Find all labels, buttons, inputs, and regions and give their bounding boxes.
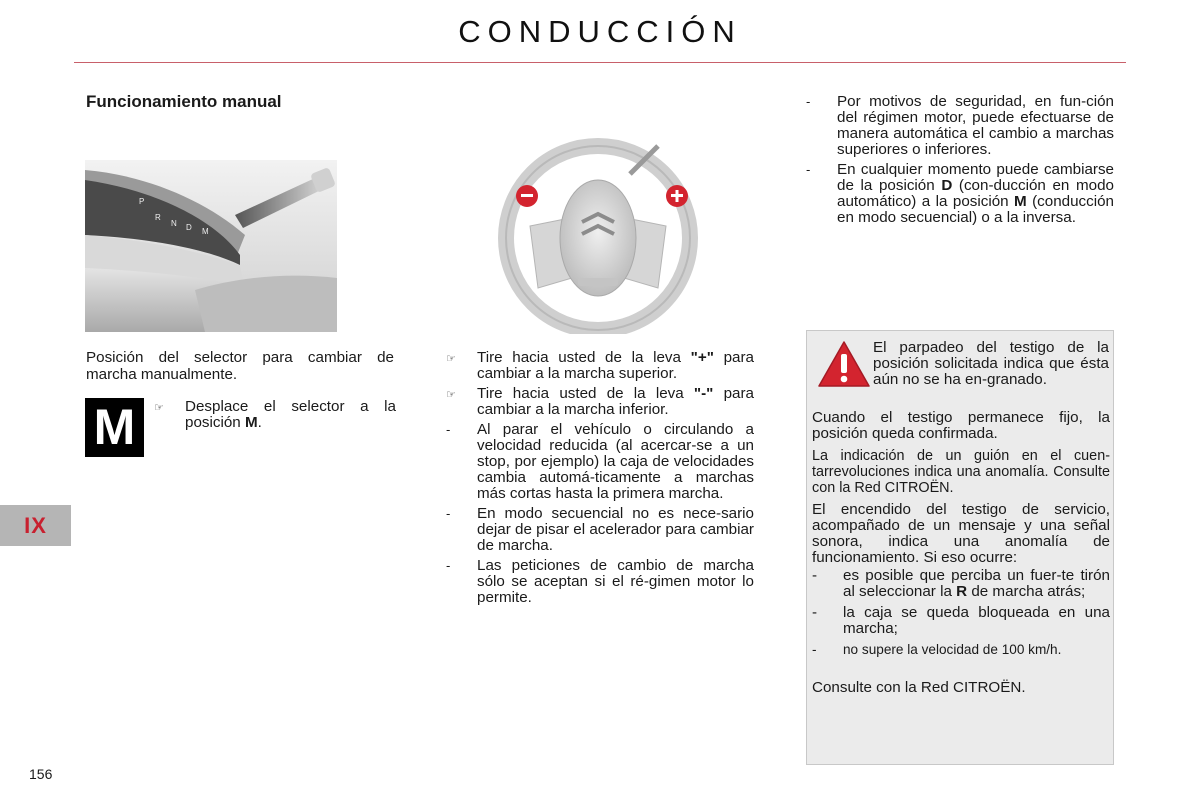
warning-lead: El parpadeo del testigo de la posición solicitada indica que ésta aún no se ha en-granado. <box>873 339 1109 388</box>
gear-letter-d: D <box>186 223 192 232</box>
list-manual-selection <box>154 399 396 435</box>
list-paddle-instructions <box>446 350 754 610</box>
gear-letter-n: N <box>171 219 177 228</box>
pointing-hand-icon: ☞ <box>446 389 456 401</box>
title-rule <box>74 62 1126 63</box>
list-automatic-notes <box>806 94 1114 230</box>
gear-letter-m: M <box>202 227 209 236</box>
list-item: ☞ Tire hacia usted de la leva "+" para cambiar a la marcha superior. <box>446 349 754 382</box>
page-number: 156 <box>29 766 53 782</box>
list-item: - la caja se queda bloqueada en una marcha; <box>812 604 1110 637</box>
warning-paragraph: Cuando el testigo permanece fijo, la posición queda confirmada. <box>812 409 1110 442</box>
steering-wheel-illustration <box>494 138 720 334</box>
pointing-hand-icon: ☞ <box>446 353 456 365</box>
list-item: - Las peticiones de cambio de marcha sólo se aceptan si el ré-gimen motor lo permite. <box>446 557 754 606</box>
page-title: CONDUCCIÓN <box>458 14 742 49</box>
list-item: ☞ Tire hacia usted de la leva "-" para cambiar a la marcha inferior. <box>446 385 754 418</box>
gear-letter-p: P <box>139 197 145 206</box>
list-item: - Al parar el vehículo o circulando a velocidad reducida (al acercar-se a un stop, por ejemplo) la caja de velocidades cambia automá-ticamente a marchas más cortas hasta la primera marcha. <box>446 421 754 502</box>
list-item: - no supere la velocidad de 100 km/h. <box>812 642 1062 657</box>
pointing-hand-icon: ☞ <box>154 402 164 414</box>
list-item: - es posible que perciba un fuer-te tirón al seleccionar la R de marcha atrás; <box>812 567 1110 600</box>
warning-paragraph: La indicación de un guión en el cuen-tarrevoluciones indica una anomalía. Consulte con la Red CITROËN. <box>812 448 1110 496</box>
section-heading: Funcionamiento manual <box>86 92 282 111</box>
lever-caption: Posición del selector para cambiar de marcha manualmente. <box>86 349 394 383</box>
mode-m-badge: M <box>85 398 144 457</box>
chapter-tab: IX <box>0 505 71 546</box>
warning-box <box>806 330 1114 765</box>
list-item: - Por motivos de seguridad, en fun-ción del régimen motor, puede efectuarse de manera automática el cambio a marchas superiores o inferiores. <box>806 93 1114 158</box>
warning-triangle-icon <box>816 339 872 389</box>
warning-list <box>812 568 1110 663</box>
warning-paragraph: El encendido del testigo de servicio, acompañado de un mensaje y una señal sonora, indica una anomalía de funcionamiento. Si eso ocurre: <box>812 501 1110 566</box>
list-item: - En modo secuencial no es nece-sario dejar de pisar el acelerador para cambiar de marcha. <box>446 505 754 554</box>
warning-closing: Consulte con la Red CITROËN. <box>812 679 1026 696</box>
gear-letter-r: R <box>155 213 161 222</box>
gear-lever-illustration <box>85 160 337 332</box>
list-item: ☞ Desplace el selector a la posición M. <box>154 398 396 431</box>
list-item: - En cualquier momento puede cambiarse de la posición D (con-ducción en modo automático) a la posición M (conducción en modo secuencial) o a la inversa. <box>806 161 1114 226</box>
